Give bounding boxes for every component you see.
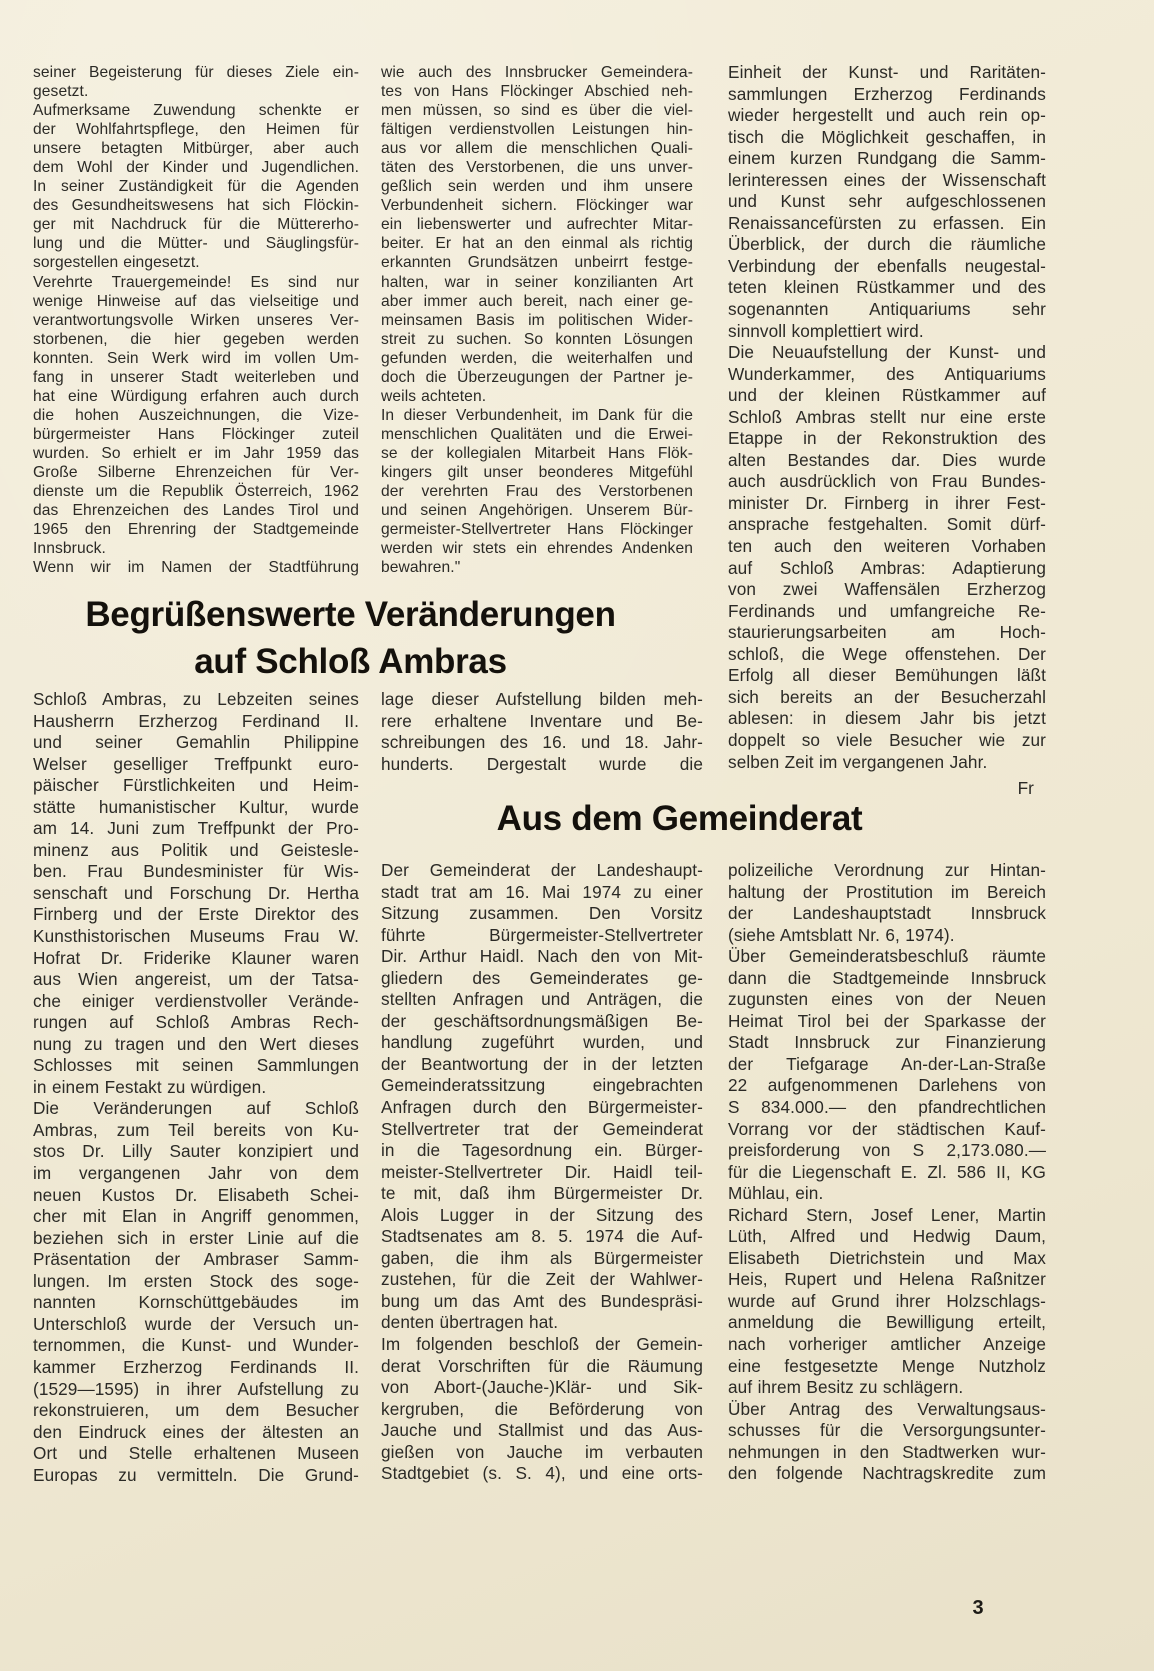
text-line: aber immer auch bereit, nach einer ge- bbox=[381, 292, 693, 310]
text-line: gefunden werden, die weiterhalfen und bbox=[381, 349, 693, 367]
text-line: kergruben, die Beförderung von bbox=[381, 1398, 703, 1419]
text-line: wie auch des Innsbrucker Gemeindera- bbox=[381, 64, 693, 81]
text-line: bung um das Amt des Bundespräsi- bbox=[381, 1290, 703, 1311]
text-line: beziehen sich in erster Linie auf die bbox=[33, 1227, 359, 1248]
text-line: men müssen, so sind es über die viel- bbox=[381, 102, 693, 120]
ambras-column-3-text bbox=[728, 62, 1046, 773]
text-line: Heis, Rupert und Helena Raßnitzer bbox=[728, 1269, 1046, 1290]
text-line: gesetzt. bbox=[33, 83, 89, 101]
text-line: und Kunst sehr aufgeschlossenen bbox=[728, 191, 1046, 212]
text-line: der Wohlfahrtspflege, den Heimen für bbox=[33, 121, 359, 139]
text-line: ten auch den weiteren Vorhaben bbox=[728, 536, 1046, 557]
text-line: kammer Erzherzog Ferdinands II. bbox=[33, 1356, 359, 1377]
text-line: In dieser Verbundenheit, im Dank für die bbox=[381, 406, 693, 424]
text-line: denten übertragen hat. bbox=[381, 1312, 559, 1333]
text-line: nannten Kornschüttgebäudes im bbox=[33, 1292, 359, 1313]
text-line: weils achteten. bbox=[381, 387, 487, 405]
text-line: zugunsten eines von der Neuen bbox=[728, 989, 1046, 1010]
text-line: päischer Fürstlichkeiten und Heim- bbox=[33, 775, 359, 796]
text-line: halten, war in seiner konzilianten Art bbox=[381, 273, 693, 291]
text-line: ansprache festgehalten. Somit dürf- bbox=[728, 514, 1046, 535]
text-line: der verehrten Frau des Verstorbenen bbox=[381, 483, 693, 501]
text-line: fang in unserer Stadt weiterleben und bbox=[33, 368, 359, 386]
text-line: Der Gemeinderat der Landeshaupt- bbox=[381, 860, 703, 880]
text-line: fältigen verdienstvollen Leistungen hin- bbox=[381, 121, 693, 139]
text-line: wurden. So erhielt er im Jahr 1959 das bbox=[33, 444, 359, 462]
text-line: Stadtgebiet (s. S. 4), und eine orts- bbox=[381, 1463, 703, 1484]
text-line: auf Schloß Ambras: Adaptierung bbox=[728, 557, 1046, 578]
ambras-column-2 bbox=[381, 689, 703, 775]
text-line: dienste um die Republik Österreich, 1962 bbox=[33, 483, 359, 501]
ambras-column-3 bbox=[728, 62, 1046, 800]
text-line: bürgermeister Hans Flöckinger zuteil bbox=[33, 425, 359, 443]
text-line: storbenen, die hier gegeben werden bbox=[33, 330, 359, 348]
text-line: rungen auf Schloß Ambras Rech- bbox=[33, 1012, 359, 1033]
text-line: menschlichen Qualitäten und die Erwei- bbox=[381, 425, 693, 443]
text-line: Präsentation der Ambraser Samm- bbox=[33, 1249, 359, 1270]
text-line: am 14. Juni zum Treffpunkt der Pro- bbox=[33, 818, 359, 839]
text-line: sorgestellen eingesetzt. bbox=[33, 254, 200, 272]
text-line: Aufmerksame Zuwendung schenkte er bbox=[33, 102, 359, 120]
text-line: nach vorheriger amtlicher Anzeige bbox=[728, 1334, 1046, 1355]
ambras-heading-line-2: auf Schloß Ambras bbox=[194, 642, 507, 681]
text-line: Gemeinderatssitzung eingebrachten bbox=[381, 1075, 703, 1096]
text-line: Dir. Arthur Haidl. Nach den von Mit- bbox=[381, 946, 703, 967]
text-line: Ferdinands und umfangreiche Re- bbox=[728, 600, 1046, 621]
text-line: führte Bürgermeister-Stellvertreter bbox=[381, 924, 703, 945]
text-line: aus Wien angereist, um der Tatsa- bbox=[33, 969, 359, 990]
text-line: Firnberg und der Erste Direktor des bbox=[33, 904, 359, 925]
text-line: Stellvertreter trat der Gemeinderat bbox=[381, 1118, 703, 1139]
text-line: teten kleinen Rüstkammer und des bbox=[728, 277, 1046, 298]
text-line: staurierungsarbeiten am Hoch- bbox=[728, 622, 1046, 643]
text-line: 1965 den Ehrenring der Stadtgemeinde bbox=[33, 521, 359, 539]
text-line: aus vor allem die menschlichen Quali- bbox=[381, 140, 693, 158]
text-line: zustehen, für die Zeit der Wahlwer- bbox=[381, 1269, 703, 1290]
text-line: te mit, daß ihm Bürgermeister Dr. bbox=[381, 1183, 703, 1204]
text-line: Heimat Tirol bei der Sparkasse der bbox=[728, 1010, 1046, 1031]
text-line: wurde auf Grund ihrer Holzschlags- bbox=[728, 1290, 1046, 1311]
text-line: ger mit Nachdruck für die Müttererho- bbox=[33, 216, 359, 234]
text-line: Wunderkammer, des Antiquariums bbox=[728, 363, 1046, 384]
text-line: von zwei Waffensälen Erzherzog bbox=[728, 579, 1046, 600]
text-line: sogenannten Antiquariums sehr bbox=[728, 299, 1046, 320]
text-line: der Tiefgarage An-der-Lan-Straße bbox=[728, 1053, 1046, 1074]
text-line: Kunsthistorischen Museums Frau W. bbox=[33, 926, 359, 947]
text-line: doppelt so viele Besucher wie zur bbox=[728, 729, 1046, 750]
text-line: des Gesundheitswesens hat sich Flöckin- bbox=[33, 197, 359, 215]
text-line: Verbundenheit sichern. Flöckinger war bbox=[381, 197, 693, 215]
text-line: Europas zu vermitteln. Die Grund- bbox=[33, 1464, 359, 1485]
text-line: doch die Überzeugungen der Partner je- bbox=[381, 368, 693, 386]
text-line: der Landeshauptstadt Innsbruck bbox=[728, 903, 1046, 924]
text-line: polizeiliche Verordnung zur Hintan- bbox=[728, 860, 1046, 880]
text-line: cher mit Elan in Angriff genommen, bbox=[33, 1206, 359, 1227]
text-line: Lüth, Alfred und Hedwig Daum, bbox=[728, 1226, 1046, 1247]
text-line: sinnvoll komplettiert wird. bbox=[728, 320, 924, 341]
text-line: (1529—1595) in ihrer Aufstellung zu bbox=[33, 1378, 359, 1399]
text-line: in die Tagesordnung ein. Bürger- bbox=[381, 1140, 703, 1161]
text-line: haltung der Prostitution im Bereich bbox=[728, 881, 1046, 902]
text-line: von Abort-(Jauche-)Klär- und Sik- bbox=[381, 1377, 703, 1398]
text-line: se der kollegialen Mitarbeit Hans Flök- bbox=[381, 444, 693, 462]
text-line: und seiner Gemahlin Philippine bbox=[33, 732, 359, 753]
text-line: Welser geselliger Treffpunkt euro- bbox=[33, 753, 359, 774]
text-line: und der kleinen Rüstkammer auf bbox=[728, 385, 1046, 406]
text-line: stellten Anfragen und Anträgen, die bbox=[381, 989, 703, 1010]
ambras-article-heading bbox=[28, 591, 673, 685]
text-line: germeister-Stellvertreter Hans Flöckinger bbox=[381, 521, 693, 539]
text-line: gliedern des Gemeinderates ge- bbox=[381, 967, 703, 988]
text-line: Stadtsenates am 8. 5. 1974 die Auf- bbox=[381, 1226, 703, 1247]
text-line: anmeldung die Bewilligung erteilt, bbox=[728, 1312, 1046, 1333]
page-number: 3 bbox=[972, 1597, 984, 1619]
text-line: verantwortungsvolle Wirken unseres Ver- bbox=[33, 311, 359, 329]
text-line: minenz aus Politik und Geistesle- bbox=[33, 839, 359, 860]
text-line: Anfragen durch den Bürgermeister- bbox=[381, 1097, 703, 1118]
text-line: ternommen, die Kunst- und Wunder- bbox=[33, 1335, 359, 1356]
text-line: S 834.000.— den pfandrechtlichen bbox=[728, 1097, 1046, 1118]
text-line: minister Dr. Firnberg in ihrer Fest- bbox=[728, 492, 1046, 513]
text-line: In seiner Zuständigkeit für die Agenden bbox=[33, 178, 359, 196]
text-line: schloß, die Wege offenstehen. Der bbox=[728, 643, 1046, 664]
text-line: Richard Stern, Josef Lener, Martin bbox=[728, 1204, 1046, 1225]
text-line: Etappe in der Rekonstruktion des bbox=[728, 428, 1046, 449]
text-line: bewahren." bbox=[381, 559, 461, 577]
text-line: stätte humanistischer Kultur, wurde bbox=[33, 796, 359, 817]
text-line: Verbindung der ebenfalls neugestal- bbox=[728, 255, 1046, 276]
text-line: lage dieser Aufstellung bilden meh- bbox=[381, 689, 703, 709]
text-line: wenige Hinweise auf das vielseitige und bbox=[33, 292, 359, 310]
text-line: streit zu suchen. So konnten Lösungen bbox=[381, 330, 693, 348]
text-line: lungen. Im ersten Stock des soge- bbox=[33, 1270, 359, 1291]
gemeinderat-column-2 bbox=[381, 860, 703, 1485]
text-line: auch ausdrücklich von Frau Bundes- bbox=[728, 471, 1046, 492]
text-line: Renaissancefürsten zu erfassen. Ein bbox=[728, 212, 1046, 233]
text-line: stos Dr. Lilly Sauter konzipiert und bbox=[33, 1141, 359, 1162]
text-line: unsere betagten Mitbürger, aber auch bbox=[33, 140, 359, 158]
text-line: Hofrat Dr. Friderike Klauner waren bbox=[33, 947, 359, 968]
text-line: für die Liegenschaft E. Zl. 586 II, KG bbox=[728, 1161, 1046, 1182]
text-line: geßlich sein werden und ihm unsere bbox=[381, 178, 693, 196]
gemeinderat-column-3 bbox=[728, 860, 1046, 1485]
text-line: einem kurzen Rundgang die Samm- bbox=[728, 148, 1046, 169]
text-line: der geschäftsordnungsmäßigen Be- bbox=[381, 1010, 703, 1031]
text-line: Einheit der Kunst- und Raritäten- bbox=[728, 62, 1046, 82]
text-line: Ort und Stelle erhaltenen Museen bbox=[33, 1443, 359, 1464]
text-line: selben Zeit im vergangenen Jahr. bbox=[728, 751, 988, 772]
text-line: Mühlau, ein. bbox=[728, 1183, 824, 1204]
text-line: Alois Lugger in der Sitzung des bbox=[381, 1204, 703, 1225]
text-line: erkannten Grundsätzen unbeirrt festge- bbox=[381, 254, 693, 272]
text-line: kingers gilt unser beonderes Mitgefühl bbox=[381, 463, 693, 481]
text-line: täten des Verstorbenen, die uns unver- bbox=[381, 159, 693, 177]
text-line: sammlungen Erzherzog Ferdinands bbox=[728, 83, 1046, 104]
text-line: sich bereits an der Besucherzahl bbox=[728, 686, 1046, 707]
text-line: die hohen Auszeichnungen, die Vize- bbox=[33, 406, 359, 424]
text-line: ablesen: in diesem Jahr bis jetzt bbox=[728, 708, 1046, 729]
text-line: Verehrte Trauergemeinde! Es sind nur bbox=[33, 273, 359, 291]
text-line: konnten. Sein Werk wird im vollen Um- bbox=[33, 349, 359, 367]
text-line: dem Wohl der Kinder und Jugendlichen. bbox=[33, 159, 359, 177]
text-line: das Ehrenzeichen des Landes Tirol und bbox=[33, 502, 359, 520]
text-line: lerinteressen eines der Wissenschaft bbox=[728, 169, 1046, 190]
text-line: Hausherrn Erzherzog Ferdinand II. bbox=[33, 710, 359, 731]
text-line: rere erhaltene Inventare und Be- bbox=[381, 710, 703, 731]
text-line: (siehe Amtsblatt Nr. 6, 1974). bbox=[728, 924, 955, 945]
text-line: auf ihrem Besitz zu schlägern. bbox=[728, 1377, 964, 1398]
obituary-column-2 bbox=[381, 63, 693, 577]
text-line: Im folgenden beschloß der Gemein- bbox=[381, 1334, 703, 1355]
text-line: gießen von Jauche im verbauten bbox=[381, 1441, 703, 1462]
text-line: Die Neuaufstellung der Kunst- und bbox=[728, 342, 1046, 363]
text-line: beiter. Er hat an den einmal als richtig bbox=[381, 235, 693, 253]
text-line: Innsbruck. bbox=[33, 540, 106, 558]
text-line: rekonstruieren, um dem Besucher bbox=[33, 1400, 359, 1421]
text-line: schreibungen des 16. und 18. Jahr- bbox=[381, 732, 703, 753]
text-line: tes von Hans Flöckinger Abschied neh- bbox=[381, 83, 693, 101]
text-line: Jauche und Stallmist und das Aus- bbox=[381, 1420, 703, 1441]
text-line: Die Veränderungen auf Schloß bbox=[33, 1098, 359, 1119]
text-line: che einiger verdienstvoller Verände- bbox=[33, 990, 359, 1011]
text-line: seiner Begeisterung für dieses Ziele ein- bbox=[33, 64, 359, 81]
text-line: alten Bestandes dar. Dies wurde bbox=[728, 449, 1046, 470]
text-line: schusses für die Versorgungsunter- bbox=[728, 1420, 1046, 1441]
text-line: derat Vorschriften für die Räumung bbox=[381, 1355, 703, 1376]
text-line: den folgende Nachtragskredite zum bbox=[728, 1463, 1046, 1484]
text-line: Stadt Innsbruck zur Finanzierung bbox=[728, 1032, 1046, 1053]
text-line: Unterschloß wurde der Versuch un- bbox=[33, 1313, 359, 1334]
text-line: dann die Stadtgemeinde Innsbruck bbox=[728, 967, 1046, 988]
text-line: der Beantwortung der in der letzten bbox=[381, 1053, 703, 1074]
text-line: Elisabeth Dietrichstein und Max bbox=[728, 1247, 1046, 1268]
ambras-column-1 bbox=[33, 689, 359, 1486]
text-line: Vorrang vor der städtischen Kauf- bbox=[728, 1118, 1046, 1139]
text-line: Große Silberne Ehrenzeichen für Ver- bbox=[33, 463, 359, 481]
text-line: Über Gemeinderatsbeschluß räumte bbox=[728, 946, 1046, 967]
text-line: senschaft und Forschung Dr. Hertha bbox=[33, 882, 359, 903]
text-line: und seinen Angehörigen. Unserem Bür- bbox=[381, 502, 693, 520]
text-line: Sitzung zusammen. Den Vorsitz bbox=[381, 903, 703, 924]
text-line: in einem Festakt zu würdigen. bbox=[33, 1076, 267, 1097]
ambras-heading-line-1: Begrüßenswerte Veränderungen bbox=[85, 595, 616, 634]
text-line: Über Antrag des Verwaltungsaus- bbox=[728, 1398, 1046, 1419]
text-line: hat eine Würdigung erfahren auch durch bbox=[33, 387, 359, 405]
text-line: ein liebenswerter und aufrechter Mitar- bbox=[381, 216, 693, 234]
text-line: Ambras, zum Teil bereits von Ku- bbox=[33, 1119, 359, 1140]
text-line: den Eindruck eines der ältesten an bbox=[33, 1421, 359, 1442]
text-line: ben. Frau Bundesminister für Wis- bbox=[33, 861, 359, 882]
text-line: handlung zugeführt wurden, und bbox=[381, 1032, 703, 1053]
text-line: Erfolg all dieser Bemühungen läßt bbox=[728, 665, 1046, 686]
text-line: neuen Kustos Dr. Elisabeth Schei- bbox=[33, 1184, 359, 1205]
text-line: nung zu tragen und den Wert dieses bbox=[33, 1033, 359, 1054]
text-line: meister-Stellvertreter Dir. Haidl teil- bbox=[381, 1161, 703, 1182]
text-line: 22 aufgenommenen Darlehens von bbox=[728, 1075, 1046, 1096]
text-line: Überblick, der durch die räumliche bbox=[728, 234, 1046, 255]
text-line: Wenn wir im Namen der Stadtführung bbox=[33, 559, 359, 577]
gemeinderat-article-heading: Aus dem Gemeinderat bbox=[496, 799, 863, 838]
text-line: Schloß Ambras, zu Lebzeiten seines bbox=[33, 689, 359, 709]
author-initials: Fr bbox=[1017, 778, 1034, 799]
text-line: Schlosses mit seinen Sammlungen bbox=[33, 1055, 359, 1076]
text-line: lung und die Mütter- und Säuglingsfür- bbox=[33, 235, 359, 253]
text-line: wieder hergestellt und auch rein op- bbox=[728, 105, 1046, 126]
text-line: hunderts. Dergestalt wurde die bbox=[381, 753, 703, 774]
text-line: tisch die Möglichkeit geschaffen, in bbox=[728, 126, 1046, 147]
text-line: werden wir stets ein ehrendes Andenken bbox=[381, 540, 693, 558]
obituary-column-1 bbox=[33, 63, 359, 577]
text-line: gaben, die ihm als Bürgermeister bbox=[381, 1247, 703, 1268]
text-line: Schloß Ambras stellt nur eine erste bbox=[728, 406, 1046, 427]
text-line: nehmungen in den Stadtwerken wur- bbox=[728, 1441, 1046, 1462]
text-line: eine festgesetzte Menge Nutzholz bbox=[728, 1355, 1046, 1376]
text-line: stadt trat am 16. Mai 1974 zu einer bbox=[381, 881, 703, 902]
text-line: im vergangenen Jahr von dem bbox=[33, 1163, 359, 1184]
text-line: preisforderung von S 2,173.080.— bbox=[728, 1140, 1046, 1161]
text-line: meinsamen Basis im politischen Wider- bbox=[381, 311, 693, 329]
